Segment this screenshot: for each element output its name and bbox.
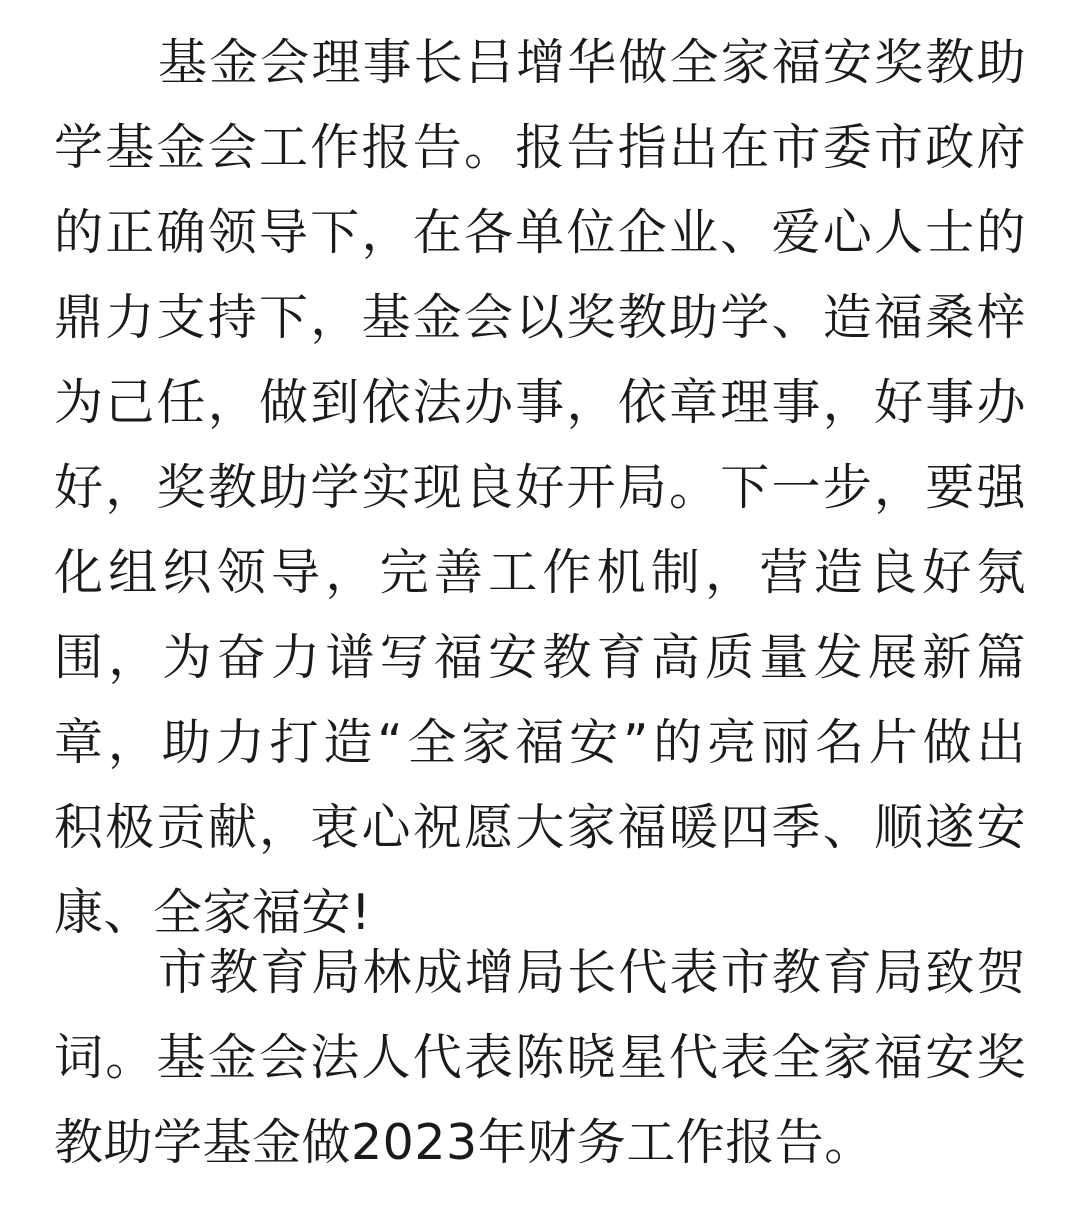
text-line: 基金会理事长吕增华做全家福安奖教助 — [158, 34, 1026, 91]
paragraph-education-bureau — [54, 930, 1026, 1185]
text-line: 章，助力打造“全家福安”的亮丽名片做出 — [54, 714, 1026, 771]
text-line: 鼎力支持下，基金会以奖教助学、造福桑梓 — [54, 289, 1026, 346]
paragraph-fund-report — [54, 20, 1026, 955]
text-line: 教助学基金做2023年财务工作报告。 — [54, 1114, 874, 1171]
text-line: 的正确领导下，在各单位企业、爱心人士的 — [54, 204, 1026, 261]
text-line: 词。基金会法人代表陈晓星代表全家福安奖 — [54, 1029, 1026, 1086]
text-line: 市教育局林成增局长代表市教育局致贺 — [158, 944, 1026, 1001]
text-line: 学基金会工作报告。报告指出在市委市政府 — [54, 119, 1026, 176]
text-line: 康、全家福安! — [54, 884, 372, 941]
text-line: 围，为奋力谱写福安教育高质量发展新篇 — [54, 629, 1026, 686]
text-line: 好，奖教助学实现良好开局。下一步，要强 — [54, 459, 1026, 516]
text-line: 为己任，做到依法办事，依章理事，好事办 — [54, 374, 1026, 431]
text-line: 化组织领导，完善工作机制，营造良好氛 — [54, 544, 1026, 601]
text-line: 积极贡献，衷心祝愿大家福暖四季、顺遂安 — [54, 799, 1026, 856]
